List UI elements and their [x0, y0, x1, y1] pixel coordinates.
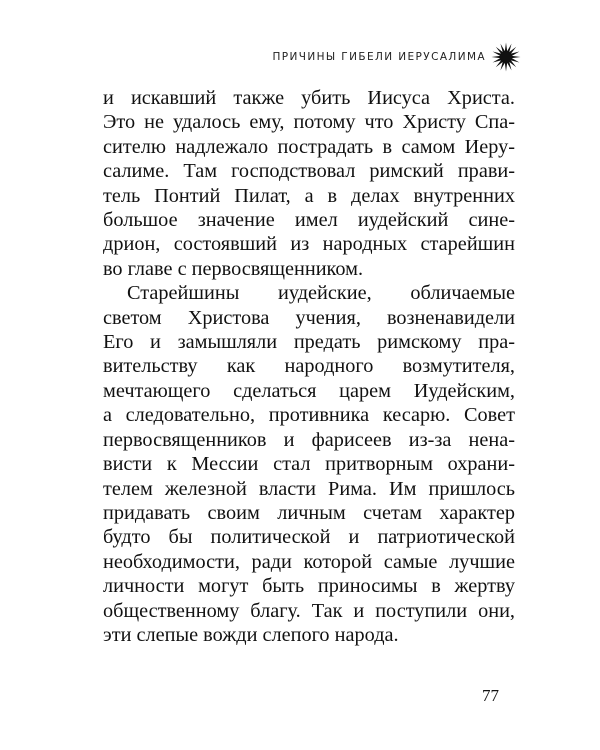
- running-title: ПРИЧИНЫ ГИБЕЛИ ИЕРУСАЛИМА: [272, 51, 486, 63]
- text-line: и искавший также убить Иисуса Христа.: [103, 87, 515, 109]
- text-line: Это не удалось ему, потому что Христу Спа-: [103, 111, 515, 134]
- text-line: общественному благу. Так и поступили они,: [103, 599, 515, 622]
- text-line: вительству как народного возмутителя,: [103, 355, 515, 378]
- text-line: большое значение имел иудейский сине-: [103, 209, 515, 232]
- text-line: салиме. Там господствовал римский прави-: [103, 160, 515, 183]
- paragraph-2: [103, 281, 515, 647]
- paragraph-1: [103, 86, 515, 281]
- text-line: а следовательно, противника кесарю. Совет: [103, 404, 515, 427]
- text-line: необходимости, ради которой самые лучшие: [103, 550, 515, 573]
- text-line: тель Понтий Пилат, а в делах внутренних: [103, 184, 515, 207]
- text-line: во главе с первосвященником.: [103, 257, 364, 280]
- text-line: мечтающего сделаться царем Иудейским,: [103, 379, 515, 402]
- text-line: придавать своим личным счетам характер: [103, 501, 515, 524]
- text-line: личности могут быть приносимы в жертву: [103, 575, 515, 598]
- text-line: дрион, состоявший из народных старейшин: [103, 233, 515, 256]
- starburst-icon: [491, 42, 521, 72]
- text-line: эти слепые вожди слепого народа.: [103, 623, 399, 646]
- text-line: светом Христова учения, возненавидели: [103, 306, 515, 329]
- running-header: [0, 42, 600, 72]
- text-line: будто бы политической и патриотической: [103, 526, 515, 549]
- text-line: Старейшины иудейские, обличаемые: [127, 282, 515, 305]
- text-line: Его и замышляли предать римскому пра-: [103, 331, 515, 354]
- page-number: 77: [482, 686, 499, 705]
- text-line: первосвященников и фарисеев из-за нена-: [103, 428, 515, 451]
- text-line: телем железной власти Рима. Им пришлось: [103, 477, 515, 500]
- text-line: висти к Мессии стал притворным охрани-: [103, 453, 515, 476]
- text-line: сителю надлежало пострадать в самом Иеру-: [103, 135, 515, 158]
- body-text: [103, 86, 515, 647]
